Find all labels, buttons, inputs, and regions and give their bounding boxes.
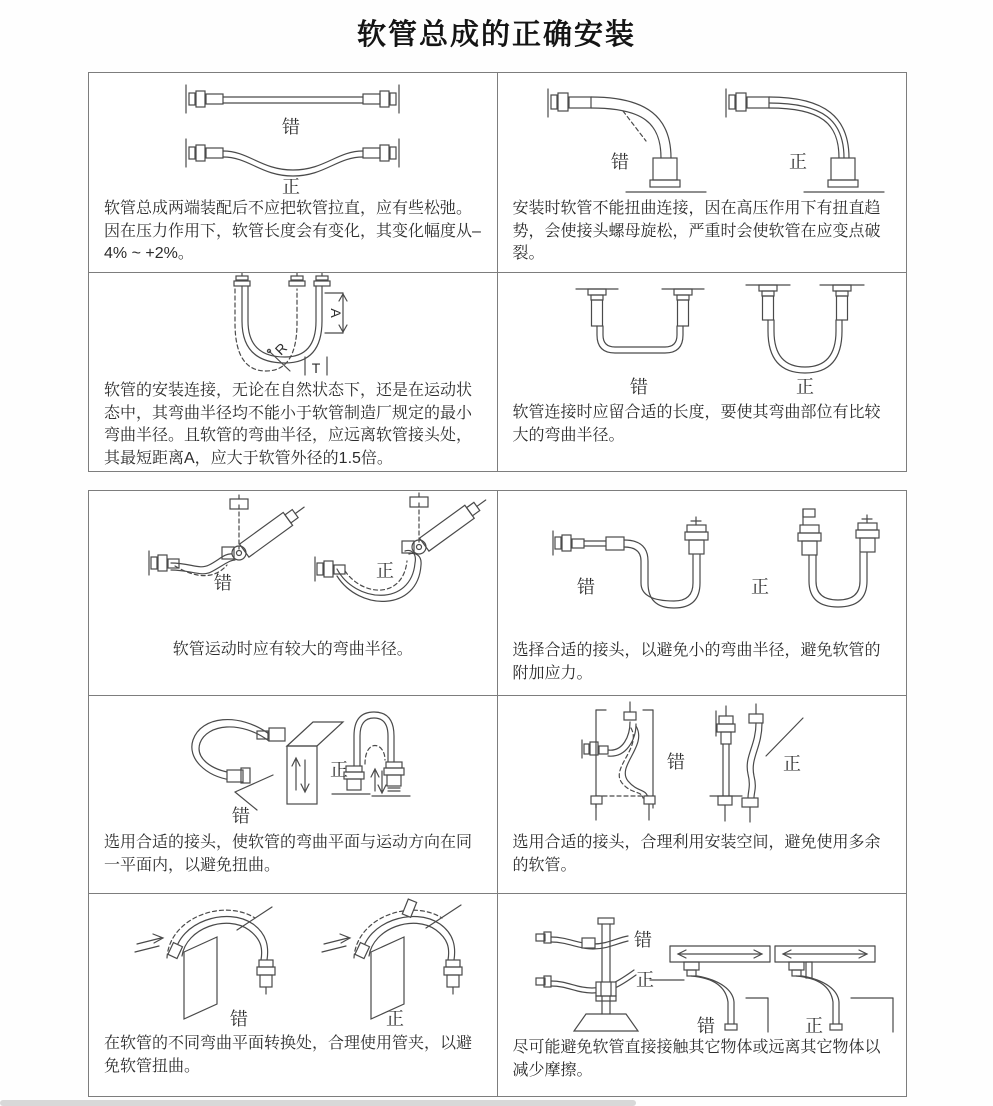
panel-avoid-contact [498,894,907,1096]
figure-min-bend-radius [89,273,496,377]
diagram-grid-bottom [88,490,907,1097]
label-wrong: 错 [611,152,630,172]
label-correct: 正 [789,152,808,172]
page-title: 软管总成的正确安装 [356,19,636,51]
label-correct: 正 [386,1009,405,1029]
label-correct: 正 [796,377,815,397]
label-radius: R [271,339,291,359]
panel-motion-bend-radius [89,491,498,696]
caption-fitting-choice: 选择合适的接头，以避免小的弯曲半径，避免软管的附加应力。 [512,642,881,682]
caption-no-twist: 安装时软管不能扭曲连接，因在高压作用下有扭直趋势，会使接头螺母旋松，严重时会使软管在应变点破裂。 [512,200,881,263]
figure-fitting-choice [498,491,905,637]
panel-clamp-at-plane-change [89,894,498,1096]
panel-min-bend-radius [89,273,498,471]
label-correct: 正 [376,561,395,581]
figure-clamp-at-plane-change [89,894,496,1030]
panel-bend-plane-motion [89,696,498,894]
caption-motion-bend-radius: 软管运动时应有较大的弯曲半径。 [172,641,413,658]
panel-fitting-choice [498,491,907,696]
caption-proper-length: 软管连接时应留合适的长度，要使其弯曲部位有比较大的弯曲半径。 [512,404,881,444]
label-wrong: 错 [282,117,301,137]
label-correct: 正 [282,177,301,195]
label-dim-t: T [311,360,321,376]
label-correct: 正 [805,1016,824,1034]
caption-hose-slack: 软管总成两端装配后不应把软管拉直，应有些松弛。因在压力作用下，软管长度会有变化，其变化幅度从–4% ~ +2%。 [104,200,481,263]
label-correct: 正 [330,760,349,780]
label-wrong: 错 [230,1009,249,1029]
panel-space-usage [498,696,907,894]
label-wrong: 错 [630,377,649,397]
caption-space-usage: 选用合适的接头，合理利用安装空间，避免使用多余的软管。 [512,834,881,874]
label-wrong: 错 [634,930,653,950]
label-correct: 正 [783,754,802,774]
figure-avoid-contact [498,894,905,1034]
caption-clamp-at-plane-change: 在软管的不同弯曲平面转换处，合理使用管夹，以避免软管扭曲。 [104,1035,473,1075]
figure-motion-bend-radius [89,491,496,636]
caption-bend-plane-motion: 选用合适的接头，使软管的弯曲平面与运动方向在同一平面内，以避免扭曲。 [104,834,473,874]
label-correct: 正 [751,577,770,597]
figure-hose-slack [89,73,496,195]
caption-avoid-contact: 尽可能避免软管直接接触其它物体或远离其它物体以减少摩擦。 [512,1039,881,1079]
scan-edge-artifact [0,1100,636,1106]
panel-proper-length [498,273,907,471]
label-correct: 正 [636,970,655,990]
figure-bend-plane-motion [89,696,496,829]
label-wrong: 错 [232,806,251,826]
label-wrong: 错 [214,573,233,593]
caption-min-bend-radius: 软管的安装连接，无论在自然状态下，还是在运动状态中，其弯曲半径均不能小于软管制造厂规定的最小弯曲半径。且软管的弯曲半径，应远离软管接头处，其最短距离A，应大于软管外径的1.5倍。 [104,382,473,468]
figure-no-twist [498,73,905,195]
panel-no-twist [498,73,907,273]
figure-proper-length [498,273,905,399]
label-wrong: 错 [697,1016,716,1034]
figure-space-usage [498,696,905,829]
panel-hose-slack [89,73,498,273]
label-wrong: 错 [577,577,596,597]
diagram-grid-top [88,72,907,472]
label-wrong: 错 [667,752,686,772]
label-dim-a: A [328,308,345,318]
